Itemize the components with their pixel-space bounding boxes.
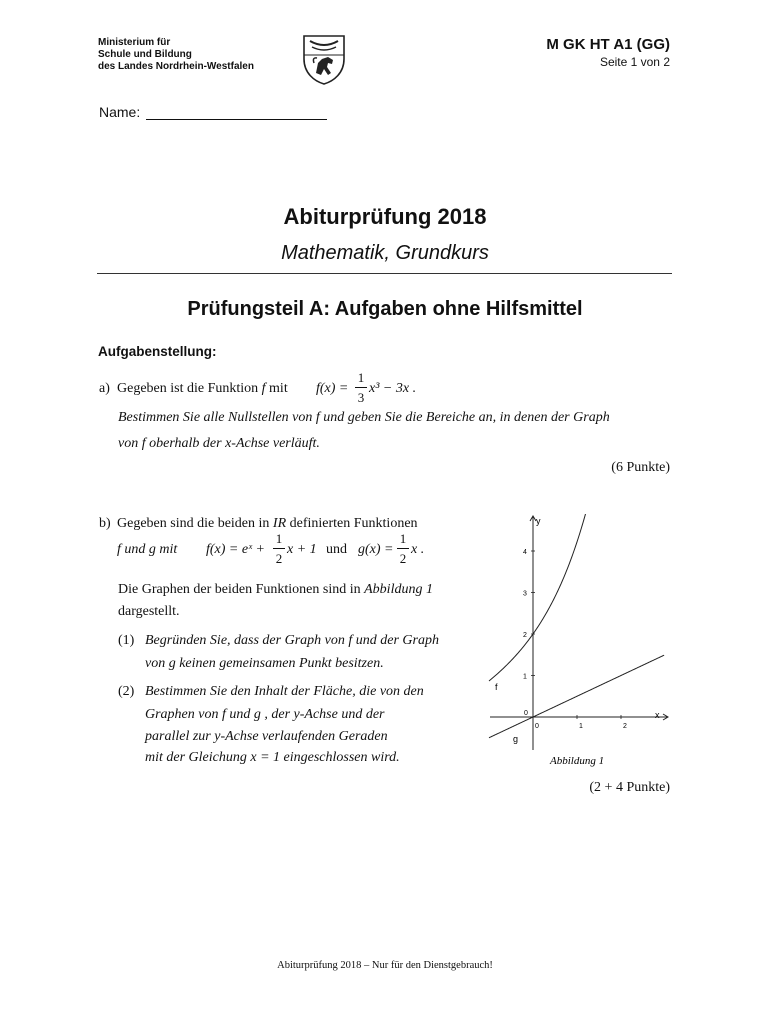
task-b-label: b): [99, 516, 111, 531]
task-b-item2-line2: Graphen von f und g , der y-Achse und der: [145, 707, 385, 722]
task-b-item1-line1: Begründen Sie, dass der Graph von f und der Graph: [145, 633, 439, 648]
ministry-line-3: des Landes Nordrhein-Westfalen: [98, 61, 254, 72]
task-a-frac-bar: [355, 387, 367, 388]
task-a-rest: x³ − 3x .: [369, 381, 417, 396]
graph-g-line: [489, 655, 664, 738]
figure-caption: Abbildung 1: [550, 755, 605, 767]
task-b-line2-start: f und g mit: [117, 542, 178, 557]
task-b-frac1-bar: [273, 548, 285, 549]
y-tick-label: 0: [524, 710, 528, 717]
x-axis-label: x: [655, 710, 660, 720]
task-b-intro: [117, 516, 418, 532]
task-a-frac-den: 3: [357, 390, 365, 405]
task-b-desc-2: dargestellt.: [118, 604, 180, 619]
page-subtitle: Mathematik, Grundkurs: [281, 242, 489, 264]
title-divider: [97, 273, 672, 274]
task-a-mit: mit: [269, 381, 288, 396]
task-a-intro: [117, 381, 288, 397]
ministry-line-2: Schule und Bildung: [98, 49, 192, 60]
task-a-instruction-1: Bestimmen Sie alle Nullstellen von f und geben Sie die Bereiche an, in denen der Graph: [118, 410, 610, 425]
task-b-item2-line1: Bestimmen Sie den Inhalt der Fläche, die von den: [145, 684, 424, 699]
task-b-desc-1: [118, 582, 433, 598]
task-b-set-symbol: IR: [272, 516, 287, 531]
task-b-frac1-den: 2: [275, 551, 283, 566]
y-tick-label: 4: [523, 549, 527, 556]
task-b-gx-rest: x .: [411, 542, 425, 557]
name-label: Name:: [99, 104, 141, 120]
section-title: Prüfungsteil A: Aufgaben ohne Hilfsmittel: [187, 298, 583, 320]
task-a-intro-text: Gegeben ist die Funktion: [117, 381, 259, 396]
graph-f-curve: [489, 500, 664, 681]
task-b-points: (2 + 4 Punkte): [589, 780, 670, 795]
task-b-frac2-den: 2: [399, 551, 407, 566]
task-header: Aufgabenstellung:: [98, 344, 217, 359]
task-b-gx: g(x) =: [358, 542, 394, 557]
task-b-fx: f(x) = eˣ +: [206, 542, 265, 557]
x-tick-label: 0: [535, 723, 539, 730]
exam-code: M GK HT A1 (GG): [546, 36, 670, 53]
task-a-label: a): [99, 381, 110, 396]
task-a-fx: f(x) =: [316, 381, 349, 396]
name-fill-line: [146, 119, 327, 120]
task-b-frac2-num: 1: [399, 531, 407, 546]
task-b-item1-num: (1): [118, 633, 135, 648]
page-title: Abiturprüfung 2018: [283, 204, 487, 229]
figure-graph: [480, 500, 680, 775]
ministry-name: [98, 37, 254, 73]
task-a-points: (6 Punkte): [611, 460, 670, 475]
x-tick-label: 1: [579, 723, 583, 730]
task-b-item2-num: (2): [118, 684, 135, 699]
task-b-item2-line3: parallel zur y-Achse verlaufenden Geraden: [145, 729, 388, 744]
page-footer: Abiturprüfung 2018 – Nur für den Dienstgebrauch!: [277, 960, 493, 971]
task-b-und: und: [326, 542, 347, 557]
task-a-fname: f: [261, 381, 266, 396]
graph-f-label: f: [495, 682, 498, 692]
y-tick-label: 1: [523, 673, 527, 681]
task-a-instruction-2: von f oberhalb der x-Achse verläuft.: [118, 436, 320, 451]
task-b-frac1-num: 1: [275, 531, 283, 546]
task-b-frac2-bar: [397, 548, 409, 549]
y-tick-label: 2: [523, 632, 527, 639]
task-b-intro-end: definierten Funktionen: [289, 516, 418, 531]
task-b-fx-rest: x + 1: [287, 542, 317, 557]
figure-axes: [490, 516, 668, 750]
task-a-frac-num: 1: [357, 370, 365, 385]
y-tick-label: 3: [523, 590, 527, 598]
task-b-desc-text: Die Graphen der beiden Funktionen sind in: [118, 582, 361, 597]
task-b-intro-text: Gegeben sind die beiden in: [117, 516, 270, 531]
graph-g-label: g: [513, 734, 519, 744]
task-b-figure-ref: Abbildung 1: [364, 582, 433, 597]
page-number: Seite 1 von 2: [599, 55, 670, 69]
task-b-item1-line2: von g keinen gemeinsamen Punkt besitzen.: [145, 656, 384, 671]
figure-ticks: [523, 549, 627, 730]
x-tick-label: 2: [623, 723, 627, 730]
task-b-item2-line4: mit der Gleichung x = 1 eingeschlossen wird.: [145, 750, 400, 765]
nrw-coat-of-arms-logo: [300, 33, 348, 85]
y-axis-label: y: [536, 516, 541, 526]
ministry-line-1: Ministerium für: [98, 37, 171, 48]
